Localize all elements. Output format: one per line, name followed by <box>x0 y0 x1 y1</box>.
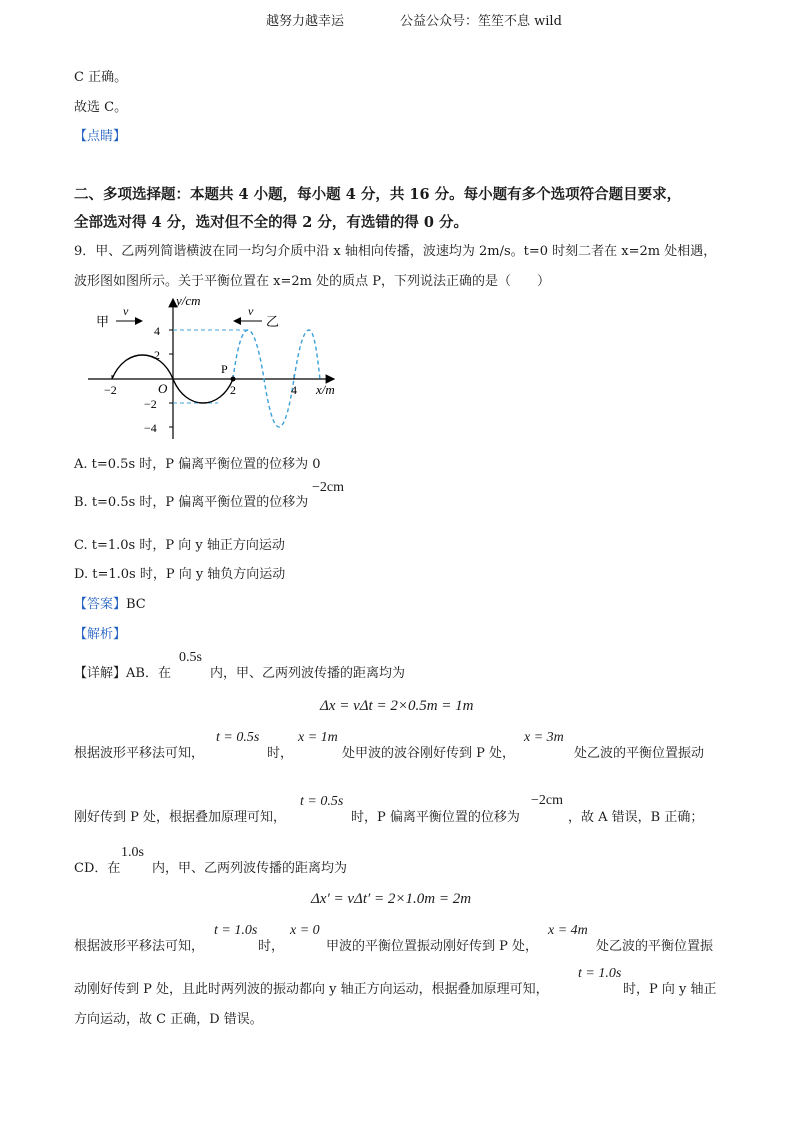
y-axis-label: y/cm <box>176 293 201 308</box>
ytick-4: 4 <box>154 324 160 338</box>
detail-p4-val: 1.0s <box>121 845 144 860</box>
detail-p2-x3: x = 3m <box>524 730 564 745</box>
detail-p1-b: 内，甲、乙两列波传播的距离均为 <box>210 666 406 681</box>
xtick-4: 4 <box>291 383 297 397</box>
option-a: A. t=0.5s 时，P 偏离平衡位置的位移为 0 <box>74 457 321 472</box>
detail-p1-a: 【详解】AB．在 <box>74 666 171 681</box>
detail-p5-c: 甲波的平衡位置振动刚好传到 P 处， <box>326 939 539 954</box>
detail-p5-a: 根据波形平移法可知， <box>74 939 205 954</box>
xtick-neg2: −2 <box>104 383 117 397</box>
equation-2: Δx′ = vΔt′ = 2×1.0m = 2m <box>311 891 472 907</box>
detail-p4-b: 内，甲、乙两列波传播的距离均为 <box>152 861 348 876</box>
detail-p3-c: ，故 A 错误，B 正确； <box>568 810 704 825</box>
detail-p3-val: −2cm <box>531 793 563 808</box>
option-b: B. t=0.5s 时，P 偏离平衡位置的位移为 <box>74 495 309 510</box>
prev-remark-label: 【点睛】 <box>74 129 127 144</box>
detail-p2-c: 处甲波的波谷刚好传到 P 处， <box>342 746 516 761</box>
detail-p3-b: 时，P 偏离平衡位置的位移为 <box>351 810 520 825</box>
wave-yi-label: 乙 <box>266 314 280 329</box>
detail-p5-x4: x = 4m <box>548 923 588 938</box>
answer-line <box>74 593 146 612</box>
option-d: D. t=1.0s 时，P 向 y 轴负方向运动 <box>74 567 286 582</box>
ytick-neg4: −4 <box>144 421 157 435</box>
velocity-label-left: v <box>123 304 129 318</box>
detail-p3-t: t = 0.5s <box>300 794 344 809</box>
ytick-neg2: −2 <box>144 397 157 411</box>
section-title-line-1: 二、多项选择题：本题共 4 小题，每小题 4 分，共 16 分。每小题有多个选项符合题目要求， <box>74 186 682 203</box>
option-c: C. t=1.0s 时，P 向 y 轴正方向运动 <box>74 538 285 553</box>
detail-p4-a: CD．在 <box>74 861 121 876</box>
point-p <box>231 377 236 382</box>
detail-p6-b: 时，P 向 y 轴正 <box>623 982 717 997</box>
detail-p2-t: t = 0.5s <box>216 730 260 745</box>
detail-p5-x0: x = 0 <box>290 923 320 938</box>
prev-line-2: 故选 C。 <box>74 100 128 115</box>
xtick-2: 2 <box>230 383 236 397</box>
option-b-value: −2cm <box>312 480 344 495</box>
point-p-label: P <box>221 362 228 376</box>
wave-figure <box>80 293 370 445</box>
detail-p2-a: 根据波形平移法可知， <box>74 746 205 761</box>
answer-value: BC <box>126 597 146 612</box>
header-left-text: 越努力越幸运 <box>266 14 345 29</box>
answer-label: 【答案】 <box>74 597 127 612</box>
section-title-line-2: 全部选对得 4 分，选对但不全的得 2 分，有选错的得 0 分。 <box>74 214 469 231</box>
question-line-1: 9．甲、乙两列简谐横波在同一均匀介质中沿 x 轴相向传播，波速均为 2m/s。t=0 时刻二者在 x=2m 处相遇， <box>74 244 717 259</box>
prev-line-1: C 正确。 <box>74 70 128 85</box>
detail-p1-val: 0.5s <box>179 650 202 665</box>
detail-p2-b: 时， <box>267 746 294 761</box>
x-axis-label: x/m <box>316 382 335 397</box>
detail-p5-t: t = 1.0s <box>214 923 258 938</box>
detail-p2-x1: x = 1m <box>298 730 338 745</box>
ytick-2: 2 <box>154 348 160 362</box>
equation-1: Δx = vΔt = 2×0.5m = 1m <box>320 698 474 714</box>
analysis-label: 【解析】 <box>74 627 127 642</box>
velocity-label-right: v <box>248 304 254 318</box>
detail-p6-t: t = 1.0s <box>578 966 622 981</box>
detail-p6-a: 动刚好传到 P 处，且此时两列波的振动都向 y 轴正方向运动，根据叠加原理可知， <box>74 982 549 997</box>
detail-p5-b: 时， <box>258 939 285 954</box>
header-right-text: 公益公众号：笙笙不息 wild <box>400 14 562 29</box>
detail-p3-a: 刚好传到 P 处，根据叠加原理可知， <box>74 810 287 825</box>
detail-p5-d: 处乙波的平衡位置振 <box>596 939 714 954</box>
wave-jia-label: 甲 <box>96 314 110 329</box>
detail-p7: 方向运动，故 C 正确，D 错误。 <box>74 1012 263 1027</box>
origin-label: O <box>158 381 168 396</box>
detail-p2-d: 处乙波的平衡位置振动 <box>574 746 705 761</box>
question-line-2: 波形图如图所示。关于平衡位置在 x=2m 处的质点 P，下列说法正确的是（ ） <box>74 274 550 289</box>
